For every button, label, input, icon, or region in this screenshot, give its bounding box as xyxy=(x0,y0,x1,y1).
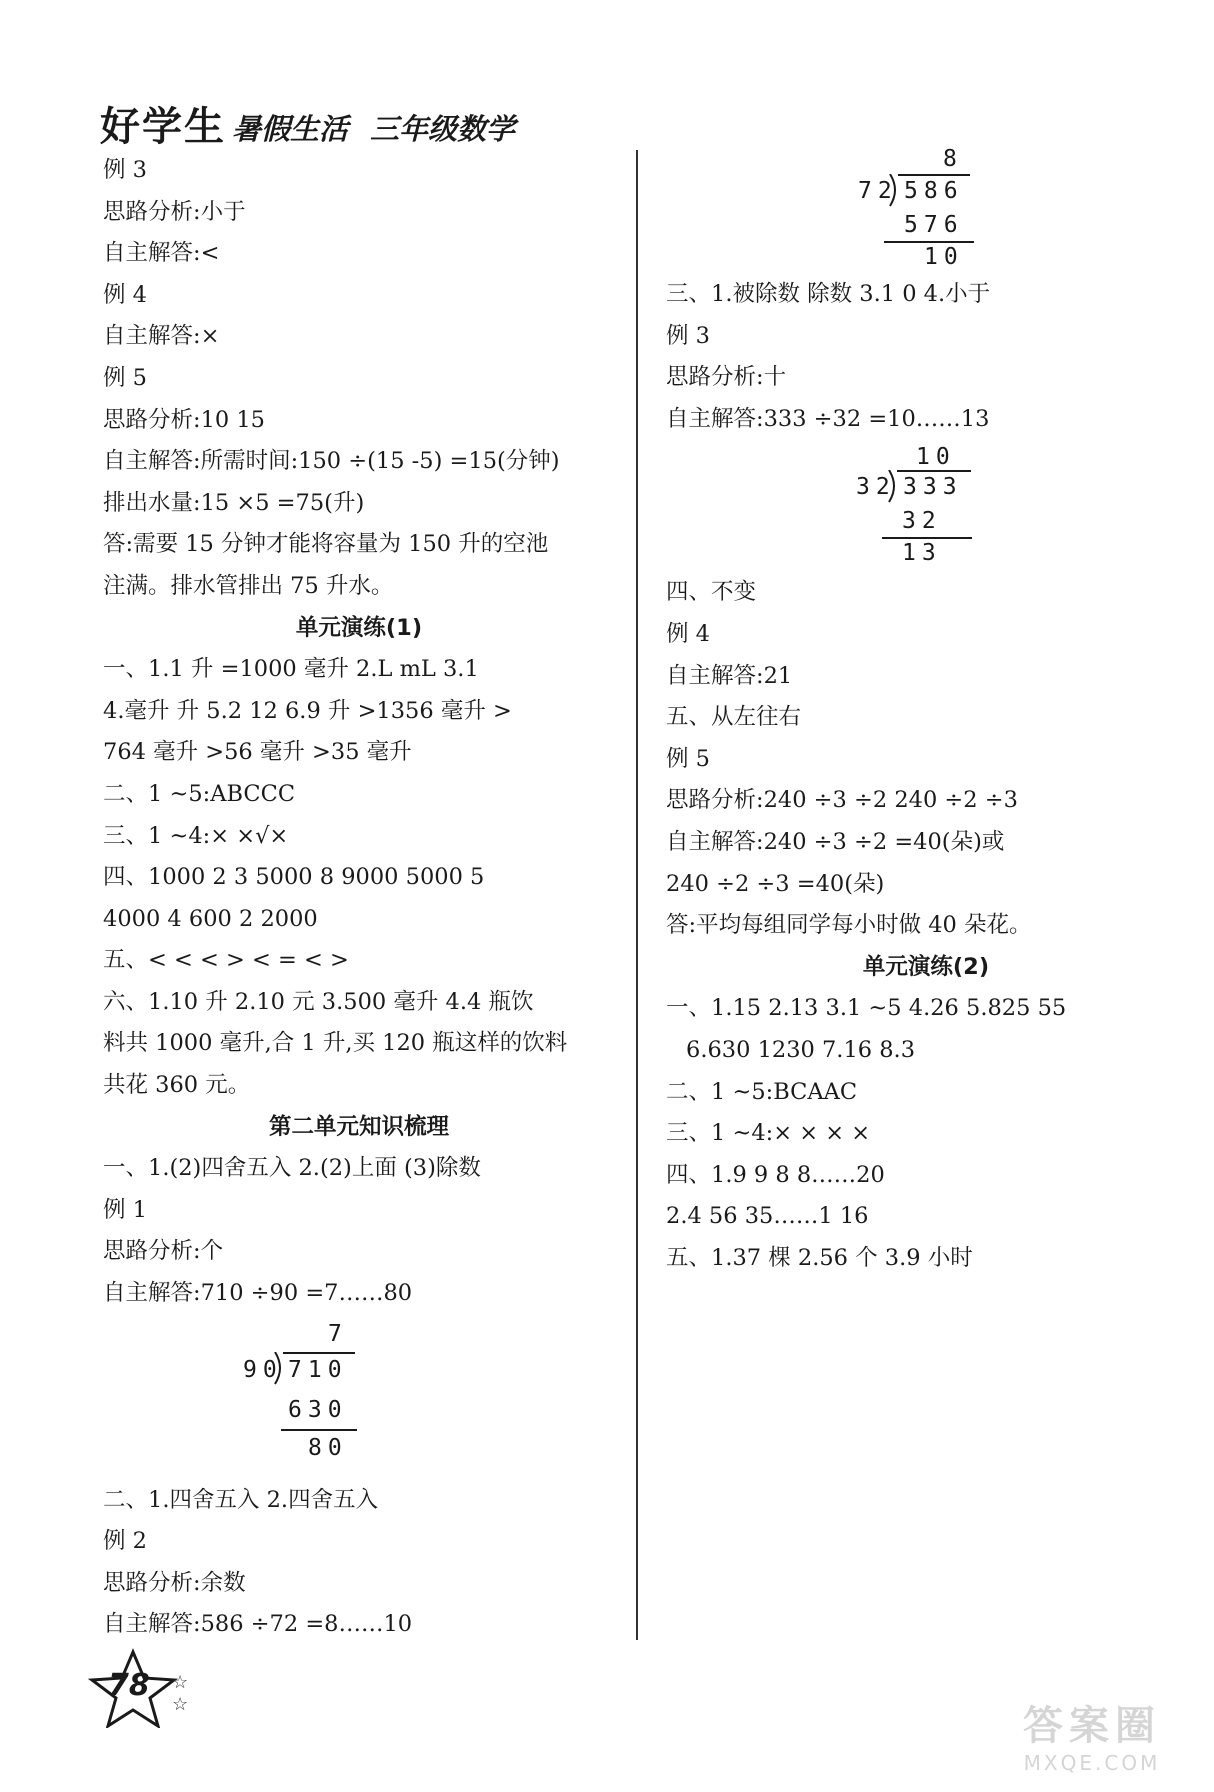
answers-block-c xyxy=(666,988,1186,1279)
answer-line: 共花 360 元。 xyxy=(103,1072,251,1099)
answer-line: 思路分析:小于 xyxy=(103,198,246,225)
long-division-586-by-72 xyxy=(666,146,1186,274)
long-division-333-by-32 xyxy=(666,440,1186,572)
division-bar xyxy=(283,1352,355,1354)
answer-line: 二、1 ~5:ABCCC xyxy=(103,780,296,807)
site-watermark xyxy=(982,1694,1202,1784)
answer-line: 例 3 xyxy=(666,322,710,349)
small-star-icon: ☆ ☆ xyxy=(172,1672,189,1715)
division-product: 630 xyxy=(288,1396,348,1423)
division-quotient: 10 xyxy=(916,444,956,471)
division-bar xyxy=(898,174,970,176)
subtraction-line xyxy=(281,1429,357,1431)
division-product: 32 xyxy=(902,508,942,535)
division-quotient: 8 xyxy=(943,146,963,172)
answer-line: 思路分析:余数 xyxy=(103,1569,246,1596)
answer-line: 自主解答:710 ÷90 =7……80 xyxy=(103,1280,413,1307)
long-division-710-by-90 xyxy=(103,1315,615,1480)
brand-title: 好学生 xyxy=(100,104,226,150)
answer-line: 自主解答:240 ÷3 ÷2 =40(朵)或 xyxy=(666,828,1005,855)
answer-line: 例 3 xyxy=(103,157,147,183)
answer-line: 一、1.(2)四舍五入 2.(2)上面 (3)除数 xyxy=(103,1155,481,1182)
answer-line: 五、< < < > < = < > xyxy=(103,947,349,974)
answer-line: 例 5 xyxy=(103,364,147,391)
division-remainder: 13 xyxy=(902,540,942,567)
answer-line: 料共 1000 毫升,合 1 升,买 120 瓶这样的饮料 xyxy=(103,1030,568,1057)
page-header xyxy=(100,92,515,152)
answer-line: 四、不变 xyxy=(666,579,757,606)
section-heading-unit2-review: 第二单元知识梳理 xyxy=(268,1113,449,1140)
answer-line: 二、1.四舍五入 2.四舍五入 xyxy=(103,1486,379,1513)
answers-block-b xyxy=(103,649,615,1107)
division-divisor: 90 xyxy=(243,1356,283,1383)
answer-line: 例 5 xyxy=(666,745,710,772)
answer-line: 自主解答:< xyxy=(103,240,220,267)
answer-line: 四、1.9 9 8 8……20 xyxy=(666,1161,885,1188)
answers-block-a xyxy=(103,150,615,608)
answer-line: 思路分析:240 ÷3 ÷2 240 ÷2 ÷3 xyxy=(666,787,1018,814)
division-dividend: 710 xyxy=(288,1356,348,1383)
answer-line: 注满。排水管排出 75 升水。 xyxy=(103,572,394,599)
answer-line: 二、1 ~5:BCAAC xyxy=(666,1078,858,1105)
right-column xyxy=(666,146,1186,1279)
answer-line: 答:需要 15 分钟才能将容量为 150 升的空池 xyxy=(103,531,549,558)
answer-line: 4000 4 600 2 2000 xyxy=(103,905,318,932)
answers-block-c xyxy=(103,1148,615,1314)
answer-line: 自主解答:333 ÷32 =10……13 xyxy=(666,405,990,432)
answer-line: 自主解答:21 xyxy=(666,662,793,689)
section-heading-unit-drill-1: 单元演练(1) xyxy=(295,614,423,641)
division-remainder: 10 xyxy=(924,244,964,270)
division-divisor: 72 xyxy=(858,178,898,204)
watermark-url: MXQE.COM xyxy=(1023,1751,1161,1775)
answer-line: 4.毫升 升 5.2 12 6.9 升 >1356 毫升 > xyxy=(103,697,512,724)
answer-line: 排出水量:15 ×5 =75(升) xyxy=(103,489,365,516)
answer-line: 答:平均每组同学每小时做 40 朵花。 xyxy=(666,912,1032,939)
answer-line: 思路分析:十 xyxy=(666,364,787,391)
answer-line: 思路分析:个 xyxy=(103,1238,224,1265)
answer-line: 例 4 xyxy=(103,281,147,308)
answer-line: 自主解答:586 ÷72 =8……10 xyxy=(103,1611,413,1638)
division-dividend: 586 xyxy=(904,178,964,204)
answer-line: 六、1.10 升 2.10 元 3.500 毫升 4.4 瓶饮 xyxy=(103,988,534,1015)
division-remainder: 80 xyxy=(308,1434,348,1461)
answer-line: 例 2 xyxy=(103,1528,147,1555)
book-subject: 三年级数学 xyxy=(370,112,516,146)
column-divider xyxy=(636,150,638,1640)
division-quotient: 7 xyxy=(328,1320,348,1347)
subtraction-line xyxy=(884,241,974,243)
answers-block-b xyxy=(666,572,1186,946)
answer-line: 思路分析:10 15 xyxy=(103,406,265,433)
answer-line: 一、1.1 升 =1000 毫升 2.L mL 3.1 xyxy=(103,656,479,683)
answer-line: 2.4 56 35……1 16 xyxy=(666,1203,869,1230)
answer-line: 764 毫升 >56 毫升 >35 毫升 xyxy=(103,739,412,766)
answer-line: 240 ÷2 ÷3 =40(朵) xyxy=(666,870,885,897)
book-subtitle: 暑假生活 xyxy=(232,112,349,146)
answer-line: 一、1.15 2.13 3.1 ~5 4.26 5.825 55 xyxy=(666,995,1067,1022)
division-product: 576 xyxy=(904,212,964,238)
section-heading-unit-drill-2: 单元演练(2) xyxy=(862,953,990,980)
watermark-text: 答案圈 xyxy=(1023,1703,1161,1749)
page-number: 78 xyxy=(108,1668,150,1703)
division-divisor: 32 xyxy=(856,474,896,501)
subtraction-line xyxy=(882,537,972,539)
answer-line: 五、1.37 棵 2.56 个 3.9 小时 xyxy=(666,1244,973,1271)
answer-line: 五、从左往右 xyxy=(666,704,802,731)
division-dividend: 333 xyxy=(903,474,963,501)
left-column xyxy=(103,150,615,1646)
answer-line: 例 4 xyxy=(666,620,710,647)
answers-block-d xyxy=(103,1480,615,1646)
answer-line: 三、1.被除数 除数 3.1 0 4.小于 xyxy=(666,281,991,307)
answer-line: 自主解答:× xyxy=(103,323,220,350)
answer-line: 三、1 ~4:× ×√× xyxy=(103,822,289,849)
answer-line: 6.630 1230 7.16 8.3 xyxy=(686,1036,916,1063)
division-bar xyxy=(897,470,971,472)
answer-line: 四、1000 2 3 5000 8 9000 5000 5 xyxy=(103,864,485,891)
answer-line: 例 1 xyxy=(103,1196,147,1223)
answers-block-a xyxy=(666,274,1186,440)
answer-line: 三、1 ~4:× × × × xyxy=(666,1120,871,1147)
answer-line: 自主解答:所需时间:150 ÷(15 -5) =15(分钟) xyxy=(103,448,560,475)
